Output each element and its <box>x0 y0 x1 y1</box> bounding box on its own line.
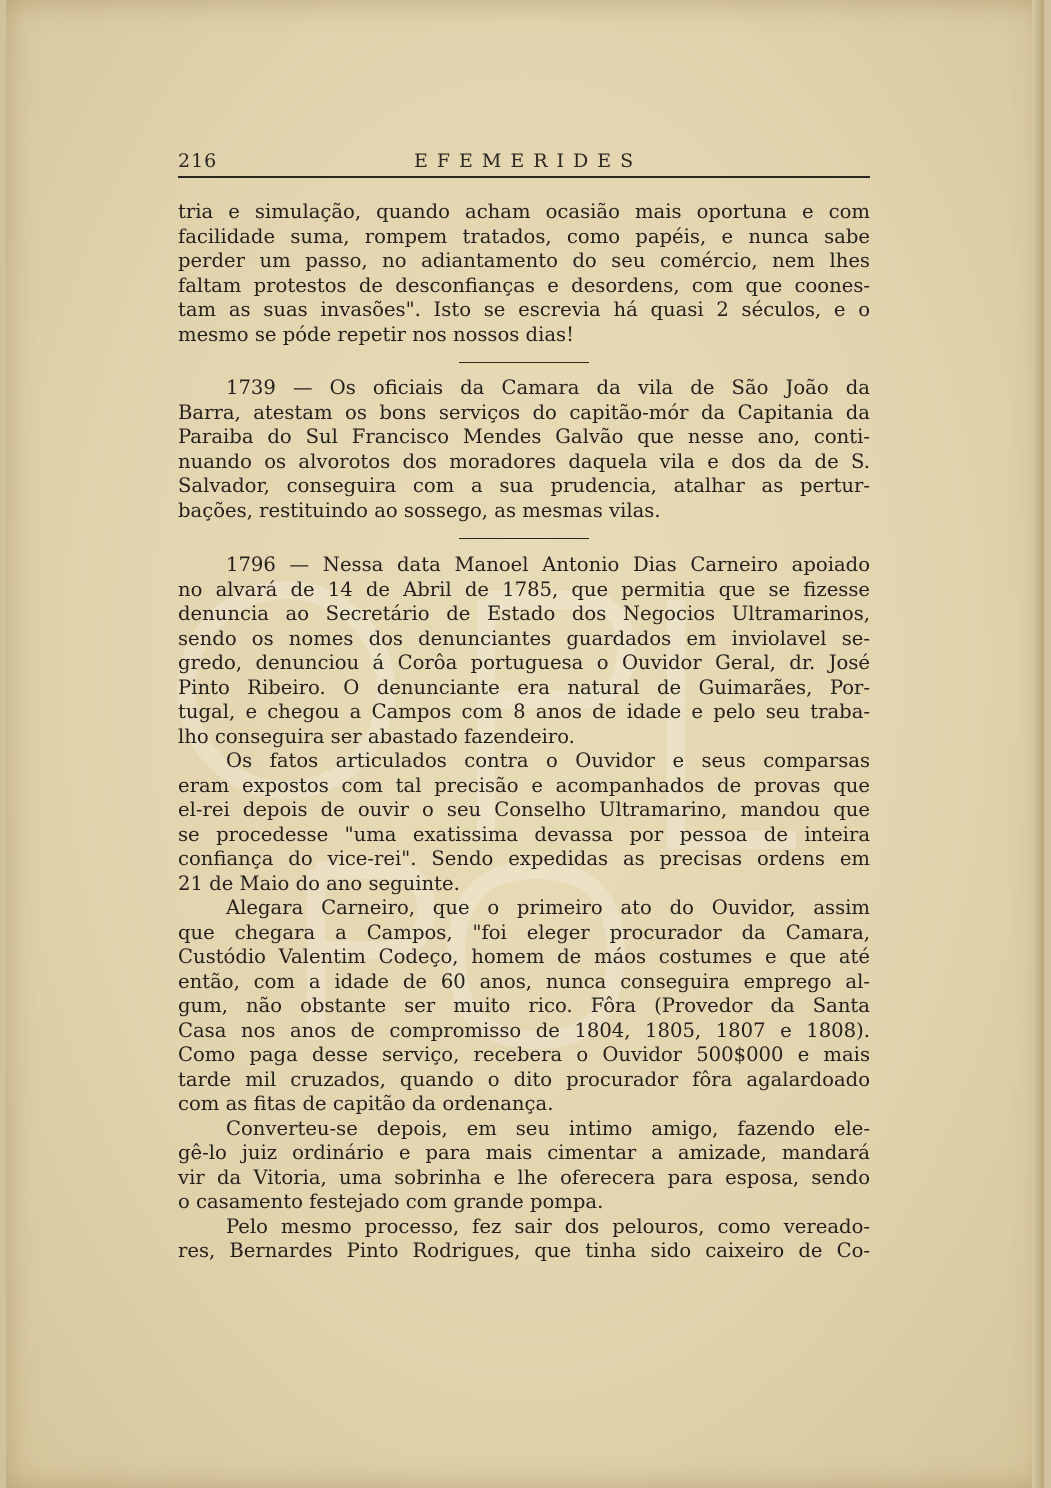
text-line: bações, restituindo ao sossego, as mesmas vilas. <box>178 498 661 522</box>
entry-1739 <box>178 376 870 523</box>
text-line: Barra, atestam os bons serviços do capitão-mór da Capitania da <box>178 400 870 424</box>
text-line: o casamento festejado com grande pompa. <box>178 1190 604 1213</box>
text-line: lho conseguira ser abastado fazendeiro. <box>178 724 575 748</box>
running-title: EFEMERIDES <box>414 150 643 172</box>
text-line: tria e simulação, quando acham ocasião mais oportuna e com <box>178 200 870 223</box>
text-line: gum, não obstante ser muito rico. Fôra (Provedor da Santa <box>178 994 870 1017</box>
text-line: Alegara Carneiro, que o primeiro ato do Ouvidor, assim <box>226 896 870 919</box>
text-line: Os fatos articulados contra o Ouvidor e seus comparsas <box>226 749 870 772</box>
text-line: tugal, e chegou a Campos com 8 anos de idade e pelo seu traba- <box>178 700 870 723</box>
text-line: facilidade suma, rompem tratados, como papéis, e nunca sabe <box>178 224 870 248</box>
text-line: com as fitas de capitão da ordenança. <box>178 1092 554 1115</box>
text-line: se procedesse "uma exatissima devassa por pessoa de inteira <box>178 822 870 846</box>
section-divider <box>459 362 589 363</box>
text-line: Salvador, conseguira com a sua prudencia, atalhar as pertur- <box>178 474 870 497</box>
text-line: gredo, denunciou á Corôa portuguesa o Ouvidor Geral, dr. José <box>178 651 870 674</box>
page-number: 216 <box>178 150 218 172</box>
text-line: 1739 — Os oficiais da Camara da vila de São João da <box>226 376 870 399</box>
entry-1796 <box>178 553 870 1264</box>
text-line: no alvará de 14 de Abril de 1785, que permitia que se fizesse <box>178 577 870 601</box>
text-line: Paraiba do Sul Francisco Mendes Galvão que nesse ano, conti- <box>178 425 870 448</box>
text-line: tarde mil cruzados, quando o dito procurador fôra agalardoado <box>178 1067 870 1091</box>
text-line: confiança do vice-rei". Sendo expedidas as precisas ordens em <box>178 847 870 870</box>
page-edge <box>1032 0 1044 1488</box>
text-line: mesmo se póde repetir nos nossos dias! <box>178 322 574 346</box>
text-line: denuncia ao Secretário de Estado dos Negocios Ultramarinos, <box>178 602 870 625</box>
text-line: Como paga desse serviço, recebera o Ouvidor 500$000 e mais <box>178 1043 870 1066</box>
text-line: perder um passo, no adiantamento do seu comércio, nem lhes <box>178 249 870 272</box>
text-line: que chegara a Campos, "foi eleger procurador da Camara, <box>178 920 870 944</box>
text-line: eram expostos com tal precisão e acompanhados de provas que <box>178 773 870 797</box>
text-line: tam as suas invasões". Isto se escrevia há quasi 2 séculos, e o <box>178 298 870 321</box>
text-line: Casa nos anos de compromisso de 1804, 1805, 1807 e 1808). <box>178 1018 870 1042</box>
text-line: sendo os nomes dos denunciantes guardados em inviolavel se- <box>178 626 870 650</box>
text-line: el-rei depois de ouvir o seu Conselho Ultramarino, mandou que <box>178 798 870 821</box>
text-line: Pinto Ribeiro. O denunciante era natural de Guimarães, Por- <box>178 675 870 699</box>
text-line: então, com a idade de 60 anos, nunca conseguira emprego al- <box>178 969 870 993</box>
text-line: vir da Vitoria, uma sobrinha e lhe oferecera para esposa, sendo <box>178 1165 870 1189</box>
text-line: gê-lo juiz ordinário e para mais cimentar a amizade, mandará <box>178 1141 870 1164</box>
text-line: 21 de Maio do ano seguinte. <box>178 871 460 895</box>
text-line: Pelo mesmo processo, fez sair dos pelouros, como vereado- <box>226 1214 870 1238</box>
running-header <box>178 150 870 178</box>
text-line: res, Bernardes Pinto Rodrigues, que tinha sido caixeiro de Co- <box>178 1239 870 1262</box>
book-page <box>6 0 1044 1488</box>
text-line: Custódio Valentim Codeço, homem de máos costumes e que até <box>178 945 870 968</box>
text-line: faltam protestos de desconfianças e desordens, com que coones- <box>178 273 870 297</box>
section-divider <box>459 538 589 539</box>
text-line: Converteu-se depois, em seu intimo amigo, fazendo ele- <box>226 1116 870 1140</box>
text-line: 1796 — Nessa data Manoel Antonio Dias Carneiro apoiado <box>226 553 870 576</box>
paragraph-continuation <box>178 200 870 347</box>
text-line: nuando os alvorotos dos moradores daquela vila e dos da de S. <box>178 449 870 473</box>
